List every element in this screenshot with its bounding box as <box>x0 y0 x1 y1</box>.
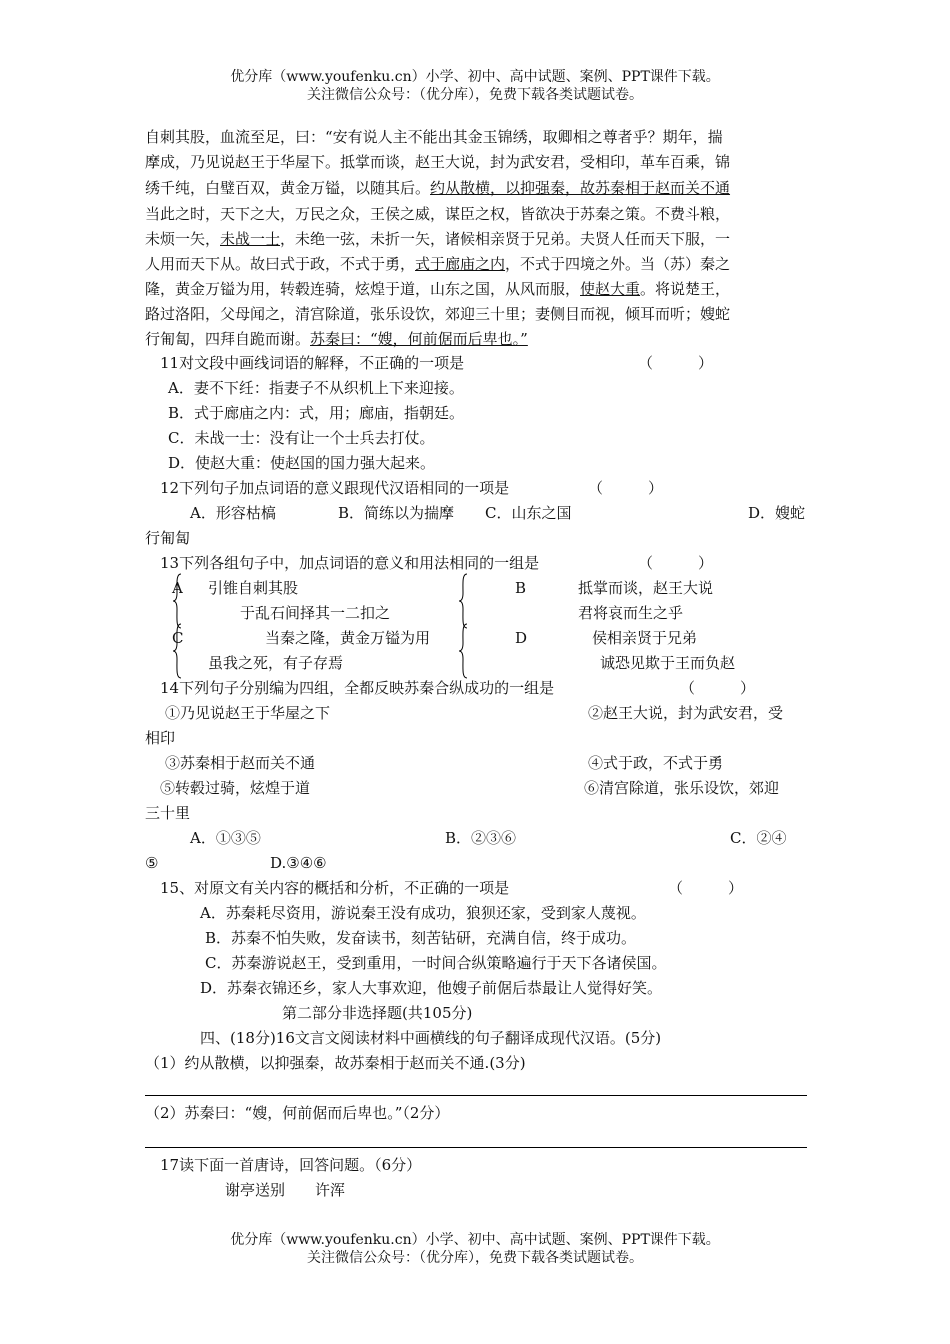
question-stem: 15、对原文有关内容的概括和分析，不正确的一项是 <box>160 879 510 897</box>
question-16-stem: 四、(18分)16文言文阅读材料中画横线的句子翻译成现代汉语。(5分) <box>200 1029 662 1047</box>
option-d-label: D <box>515 629 528 647</box>
option-b-sentence-1: 抵掌而谈，赵王大说 <box>578 579 714 597</box>
item-2-continued: 相印 <box>145 729 176 747</box>
option-c: C．②④ <box>730 829 787 847</box>
passage-line: 路过洛阳，父母闻之，清宫除道，张乐设饮，郊迎三十里；妻侧目而视，倾耳而听；嫂蛇 <box>145 305 731 323</box>
answer-paren: （ ） <box>638 354 714 372</box>
passage-line: 绣千纯，白璧百双，黄金万镒，以随其后。约从散横，以抑强秦，故苏秦相于赵而关不通 <box>145 179 731 197</box>
left-brace-icon <box>458 623 468 679</box>
left-brace-icon <box>172 623 182 679</box>
option-c: C．苏秦游说赵王，受到重用，一时间合纵策略遍行于天下各诸侯国。 <box>205 954 667 972</box>
question-17-stem: 17读下面一首唐诗，回答问题。（6分） <box>160 1156 422 1174</box>
option-a: A．苏秦耗尽资用，游说秦王没有成功，狼狈还家，受到家人蔑视。 <box>200 904 646 922</box>
option-d: D.③④⑥ <box>270 854 327 872</box>
answer-line <box>145 1095 807 1096</box>
option-c: C．山东之国 <box>485 504 572 522</box>
item-6: ⑥清宫除道，张乐设饮，郊迎 <box>584 779 780 797</box>
poem-title: 谢亭送别 许浑 <box>225 1181 346 1199</box>
item-1: ①乃见说赵王于华屋之下 <box>165 704 331 722</box>
page-header-line2: 关注微信公众号：（优分库），免费下载各类试题试卷。 <box>307 87 643 103</box>
option-d: D．苏秦衣锦还乡，家人大事欢迎，他嫂子前倨后恭最让人觉得好笑。 <box>200 979 663 997</box>
option-a-sentence-1: 引锥自刺其股 <box>208 579 299 597</box>
option-a: A．①③⑤ <box>190 829 261 847</box>
item-2: ②赵王大说，封为武安君，受 <box>588 704 784 722</box>
option-d: D．使赵大重：使赵国的国力强大起来。 <box>168 454 436 472</box>
answer-paren: （ ） <box>638 554 714 572</box>
underlined-phrase: 未战一士 <box>220 230 281 248</box>
option-b-sentence-2: 君将哀而生之乎 <box>578 604 684 622</box>
answer-paren: （ ） <box>588 479 664 497</box>
question-16-part-1: （1）约从散横，以抑强秦，故苏秦相于赵而关不通.(3分) <box>145 1054 526 1072</box>
passage-line: 行匍匐，四拜自跪而谢。苏秦曰：“嫂，何前倨而后卑也。” <box>145 330 528 348</box>
section-title: 第二部分非选择题(共105分) <box>282 1004 473 1022</box>
page-header-line1: 优分库（www.youfenku.cn）小学、初中、高中试题、案例、PPT课件下载。 <box>230 69 720 85</box>
left-brace-icon <box>458 573 468 629</box>
passage-line: 自刺其股，血流至足，曰：“安有说人主不能出其金玉锦绣，取卿相之尊者乎？期年，揣 <box>145 128 723 146</box>
question-stem: 13下列各组句子中，加点词语的意义和用法相同的一组是 <box>160 554 540 572</box>
option-b: B．苏秦不怕失败，发奋读书，刻苦钻研，充满自信，终于成功。 <box>205 929 637 947</box>
item-5: ⑤转毂过骑，炫煌于道 <box>160 779 311 797</box>
option-d-sentence-2: 诚恐见欺于王而负赵 <box>600 654 736 672</box>
answer-paren: （ ） <box>680 679 756 697</box>
question-stem: 12下列句子加点词语的意义跟现代汉语相同的一项是 <box>160 479 510 497</box>
passage-line: 摩成，乃见说赵王于华屋下。抵掌而谈，赵王大说，封为武安君，受相印，革车百乘，锦 <box>145 153 731 171</box>
option-a: A．妻不下纴：指妻子不从织机上下来迎接。 <box>168 379 464 397</box>
underlined-sentence-2: 苏秦曰：“嫂，何前倨而后卑也。” <box>310 330 528 348</box>
option-d: D．嫂蛇 <box>748 504 806 522</box>
passage-line: 隆，黄金万镒为用，转毂连骑，炫煌于道，山东之国，从风而服，使赵大重。将说楚王， <box>145 280 731 298</box>
underlined-sentence-1: 约从散横，以抑强秦，故苏秦相于赵而关不通 <box>430 179 731 197</box>
passage-line: 当此之时，天下之大，万民之众，王侯之威，谋臣之权，皆欲决于苏秦之策。不费斗粮， <box>145 205 731 223</box>
option-a-sentence-2: 于乱石间择其一二扣之 <box>240 604 391 622</box>
page-footer-line2: 关注微信公众号：（优分库），免费下载各类试题试卷。 <box>307 1250 643 1266</box>
item-4: ④式于政，不式于勇 <box>588 754 724 772</box>
option-b: B．简练以为揣摩 <box>338 504 455 522</box>
option-a: A．形容枯槁 <box>190 504 276 522</box>
underlined-phrase: 使赵大重 <box>580 280 641 298</box>
answer-paren: （ ） <box>668 879 744 897</box>
passage-line: 人用而天下从。故曰式于政，不式于勇，式于廊庙之内，不式于四境之外。当（苏）秦之 <box>145 255 731 273</box>
underlined-phrase: 式于廊庙之内 <box>415 255 506 273</box>
left-brace-icon <box>172 573 182 629</box>
option-c-label: C <box>172 629 184 647</box>
option-a-label: A <box>172 579 183 597</box>
question-stem: 14下列句子分别编为四组，全都反映苏秦合纵成功的一组是 <box>160 679 555 697</box>
option-b: B．②③⑥ <box>445 829 517 847</box>
page-footer-line1: 优分库（www.youfenku.cn）小学、初中、高中试题、案例、PPT课件下载。 <box>230 1232 720 1248</box>
option-c-sentence-1: 当秦之隆，黄金万镒为用 <box>265 629 431 647</box>
option-c-sentence-2: 虽我之死，有子存焉 <box>208 654 344 672</box>
option-d-sentence-1: 侯相亲贤于兄弟 <box>592 629 698 647</box>
item-3: ③苏秦相于赵而关不通 <box>165 754 316 772</box>
option-d-continued: 行匍匐 <box>145 529 191 547</box>
item-6-continued: 三十里 <box>145 804 191 822</box>
question-16-part-2: （2）苏秦曰：“嫂，何前倨而后卑也。”（2分） <box>145 1104 450 1122</box>
passage-line: 未烦一矢，未战一士，未绝一弦，未折一矢，诸候相亲贤于兄弟。夫贤人任而天下服，一 <box>145 230 731 248</box>
option-b-label: B <box>515 579 527 597</box>
answer-line <box>145 1147 807 1148</box>
option-c-continued: ⑤ <box>145 854 159 872</box>
option-c: C．未战一士：没有让一个士兵去打仗。 <box>168 429 435 447</box>
option-b: B．式于廊庙之内：式，用；廊庙，指朝廷。 <box>168 404 465 422</box>
question-stem: 11对文段中画线词语的解释，不正确的一项是 <box>160 354 465 372</box>
